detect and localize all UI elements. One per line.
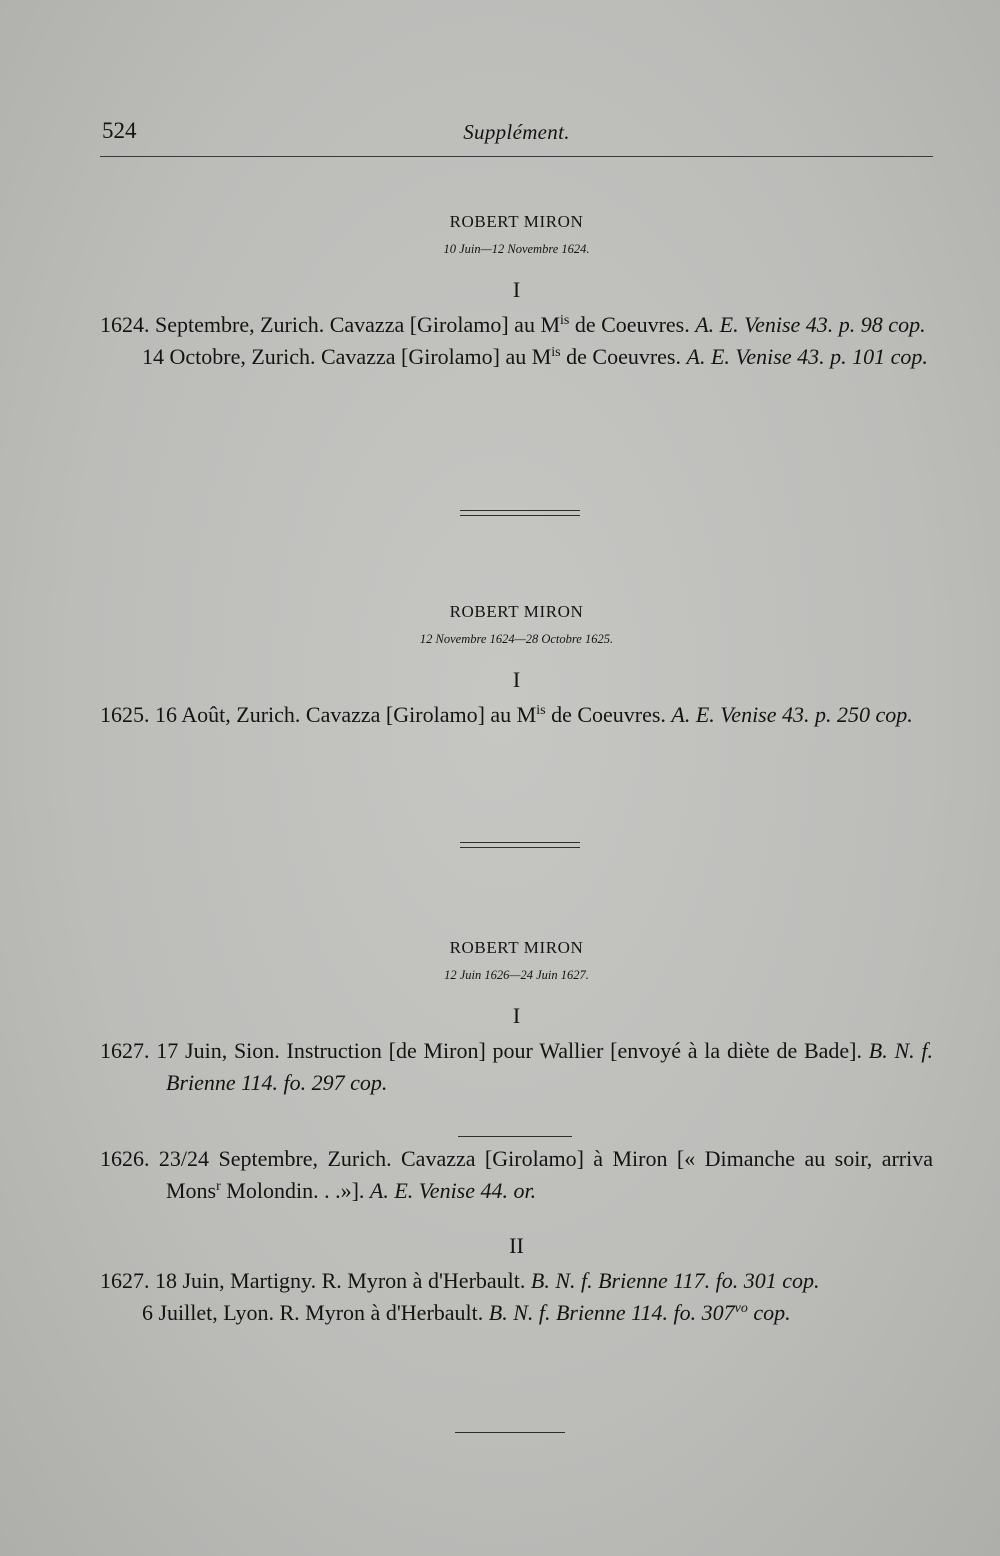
entry-text: 17 Juin, Sion. Instruction [de Miron] pour Wallier [envoyé à la diète de Bade]. xyxy=(156,1038,869,1063)
entry-reference: B. N. f. Brienne 114. fo. 307 xyxy=(488,1300,735,1325)
section-dates: 12 Juin 1626—24 Juin 1627. xyxy=(444,968,589,982)
entry xyxy=(100,1143,933,1207)
entry-reference: A. E. Venise 44. or. xyxy=(369,1178,537,1203)
entry-superscript: is xyxy=(551,345,561,360)
entry-superscript: r xyxy=(216,1179,221,1194)
entry-text: 23/24 Septembre, Zurich. Cavazza [Girolamo] à Miron [« Dimanche au soir, arriva Mons xyxy=(158,1146,933,1203)
entry-text: 6 Juillet, Lyon. R. Myron à d'Herbault. xyxy=(142,1300,489,1325)
group-numeral: I xyxy=(512,1003,521,1028)
entry xyxy=(100,1265,933,1297)
section-3 xyxy=(100,938,933,1329)
closing-rule xyxy=(455,1432,565,1433)
section-dates: 12 Novembre 1624—28 Octobre 1625. xyxy=(419,632,614,646)
entry-text-cont: de Coeuvres. xyxy=(560,344,687,369)
section-2 xyxy=(100,602,933,731)
section-title: ROBERT MIRON xyxy=(449,212,584,231)
entry-text-cont: Molondin. . .»]. xyxy=(220,1178,370,1203)
entry-superscript: is xyxy=(560,313,570,328)
entry-superscript: is xyxy=(536,703,546,718)
entry-text: 18 Juin, Martigny. R. Myron à d'Herbault. xyxy=(155,1268,531,1293)
entry-reference: A. E. Venise 43. p. 250 cop. xyxy=(671,702,913,727)
running-title: Supplément. xyxy=(463,120,570,144)
page-number: 524 xyxy=(102,118,137,143)
entry-reference: A. E. Venise 43. p. 101 cop. xyxy=(686,344,928,369)
entry-text: Septembre, Zurich. Cavazza [Girolamo] au M xyxy=(155,312,561,337)
group-numeral: I xyxy=(512,277,521,302)
section-divider xyxy=(460,842,580,848)
entry-divider xyxy=(458,1136,572,1137)
entry xyxy=(100,309,933,341)
entry xyxy=(100,1297,933,1329)
section-divider xyxy=(460,510,580,516)
entry-text-cont: de Coeuvres. xyxy=(569,312,696,337)
section-title: ROBERT MIRON xyxy=(449,602,584,621)
entry xyxy=(100,1035,933,1099)
entry-text-cont: de Coeuvres. xyxy=(545,702,672,727)
group-numeral: II xyxy=(509,1233,524,1258)
entry-text: 16 Août, Zurich. Cavazza [Girolamo] au M xyxy=(155,702,537,727)
section-title: ROBERT MIRON xyxy=(449,938,584,957)
entry-reference-superscript: vo xyxy=(734,1301,748,1316)
entry-year: 1627. xyxy=(100,1268,150,1293)
entry xyxy=(100,699,933,731)
entry-reference: B. N. f. Brienne 117. fo. 301 cop. xyxy=(530,1268,820,1293)
entry-year: 1626. xyxy=(100,1146,150,1171)
entry-year: 1624. xyxy=(100,312,150,337)
entry-reference-cont: cop. xyxy=(747,1300,791,1325)
section-dates: 10 Juin—12 Novembre 1624. xyxy=(443,242,590,256)
section-1 xyxy=(100,212,933,373)
entry-text: 14 Octobre, Zurich. Cavazza [Girolamo] au M xyxy=(142,344,552,369)
entry-year: 1627. xyxy=(100,1038,150,1063)
entry-year: 1625. xyxy=(100,702,150,727)
entry xyxy=(100,341,933,373)
entry-reference: B. N. f. Brienne 114. fo. 297 cop. xyxy=(166,1038,933,1095)
page-header xyxy=(100,116,933,157)
entry-reference: A. E. Venise 43. p. 98 cop. xyxy=(695,312,926,337)
group-numeral: I xyxy=(512,667,521,692)
